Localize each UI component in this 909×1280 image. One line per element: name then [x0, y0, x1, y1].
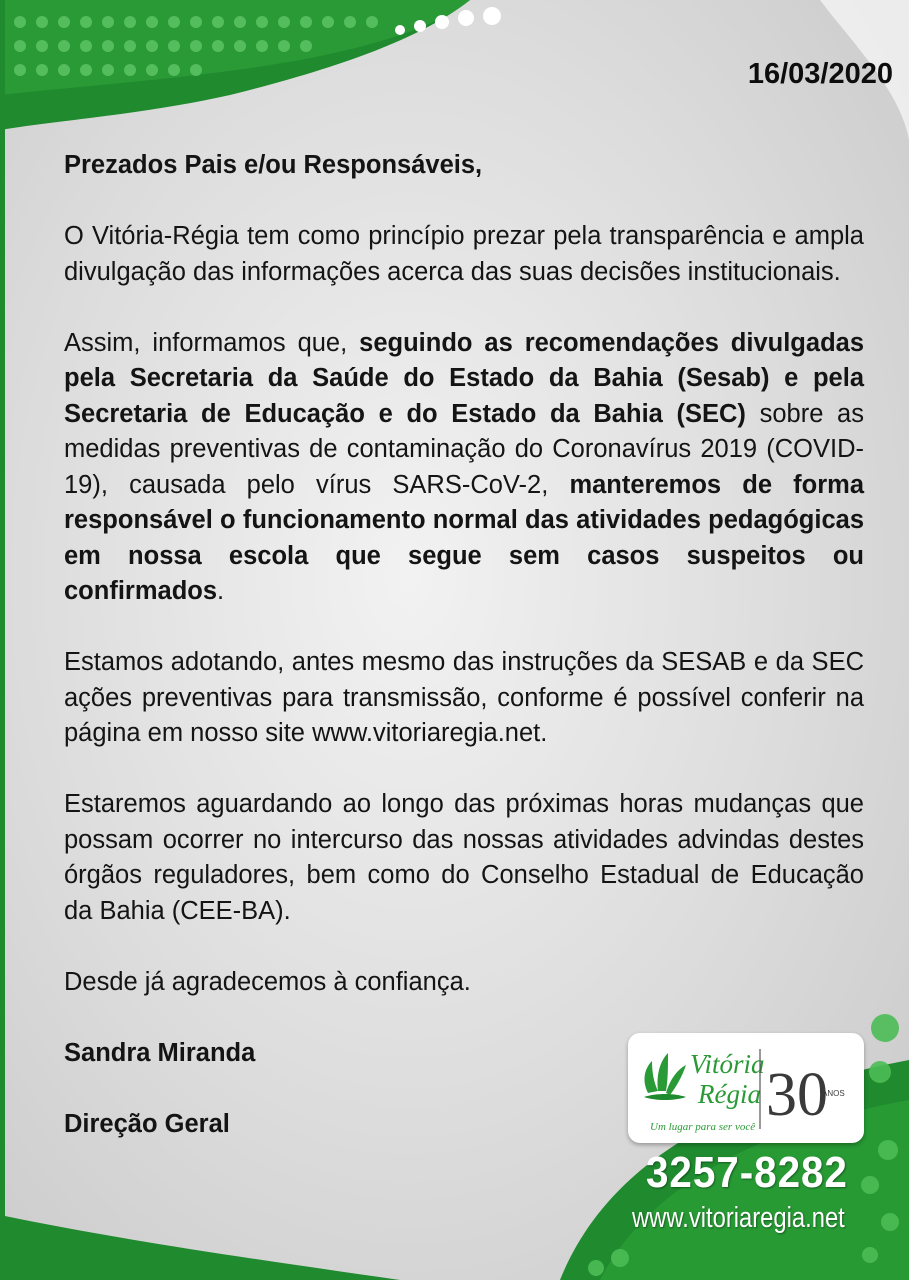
anniversary-label: ANOS	[822, 1089, 845, 1098]
paragraph-thanks: Desde já agradecemos à confiança.	[64, 967, 471, 996]
leaf-icon	[644, 1053, 686, 1100]
text-span: sobre as medidas preventivas de contaminação do Coronavírus 2019 (COVID-19), causada pelo vírus SARS-CoV-2,	[64, 399, 864, 499]
letter-date: 16/03/2020	[747, 58, 893, 90]
greeting: Prezados Pais e/ou Responsáveis,	[64, 151, 483, 179]
paragraph-preventive-actions: Estamos adotando, antes mesmo das instruções da SESAB e da SEC ações preventivas para transmissão, conforme é possível conferir na página em nosso site www.vitoriaregia.net.	[64, 648, 864, 747]
paragraph-principle: O Vitória-Régia tem como princípio prezar pela transparência e ampla divulgação das informações acerca das suas decisões institucionais.	[64, 222, 864, 286]
bold-span: manteremos de forma responsável o funcionamento normal das atividades pedagógicas em nossa escola que segue sem casos suspeitos ou confirmados	[64, 470, 864, 605]
website-url: www.vitoriaregia.net	[632, 1202, 845, 1234]
paragraph-recommendations	[64, 326, 864, 610]
phone-number: 3257-8282	[646, 1148, 848, 1197]
logo-name-line1: Vitória	[690, 1049, 765, 1079]
school-logo	[628, 1033, 864, 1143]
paragraph-awaiting: Estaremos aguardando ao longo das próximas horas mudanças que possam ocorrer no intercurso das nossas atividades advindas destes órgãos reguladores, bem como do Conselho Estadual de Educação da Bahia (CEE-BA).	[64, 790, 864, 925]
bold-span: seguindo as recomendações divulgadas pela Secretaria da Saúde do Estado da Bahia (Sesab) e pela Secretaria de Educação e do Estado da Bahia (SEC)	[64, 328, 865, 428]
text-span: .	[217, 577, 225, 605]
logo-tagline: Um lugar para ser você	[650, 1121, 756, 1133]
anniversary-number: 30	[766, 1061, 828, 1129]
signature-role: Direção Geral	[64, 1109, 230, 1138]
signature-name: Sandra Miranda	[64, 1038, 256, 1067]
text-span: Assim, informamos que,	[64, 328, 360, 357]
letter-body	[64, 148, 864, 1178]
logo-graphic	[628, 1033, 864, 1143]
logo-name-line2: Régia	[698, 1079, 761, 1109]
